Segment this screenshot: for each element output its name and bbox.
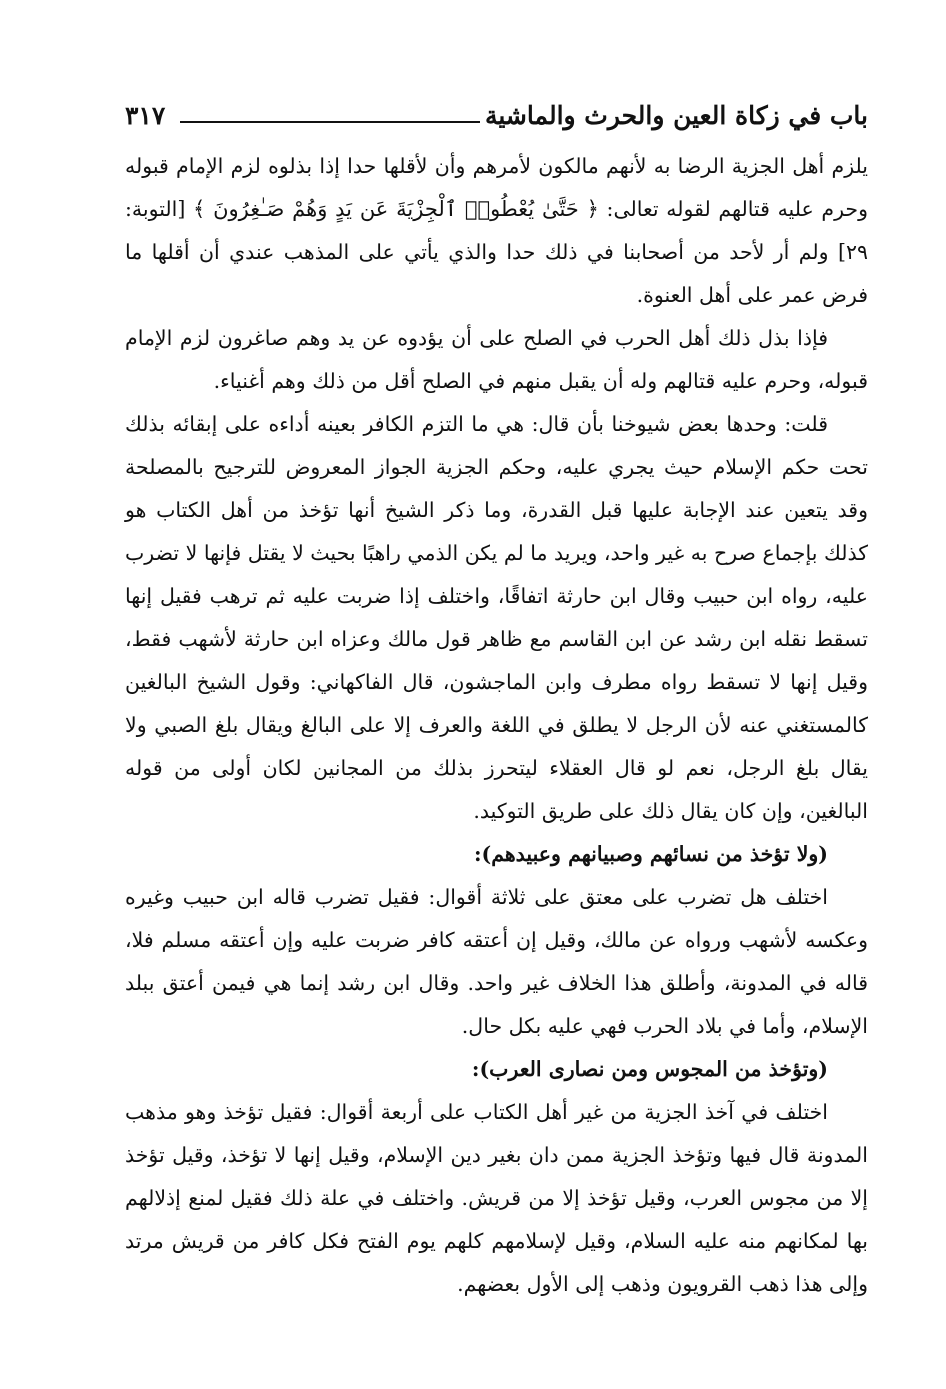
paragraph-4: اختلف هل تضرب على معتق على ثلاثة أقوال: فقيل تضرب قاله ابن حبيب وغيره وعكسه لأشهب ورواه عن مالك، وقيل إن أعتقه كافر ضربت عليه وإن أعتقه مسلم فلا، قاله في المدونة، وأطلق هذا الخلاف غير واحد. وقال ابن رشد إنما هي فيمن أعتق ببلد الإسلام، وأما في بلاد الحرب فهي عليه بكل حال.: [125, 885, 868, 1038]
paragraph-1-text-after: [التوبة: ٢٩] ولم أر لأحد من أصحابنا في ذلك حدا والذي يأتي على المذهب عندي أن أقلها ما فرض عمر على أهل العنوة.: [125, 197, 868, 307]
chapter-title: باب في زكاة العين والحرث والماشية: [484, 101, 868, 130]
paragraph-1-text-before: يلزم أهل الجزية الرضا به لأنهم مالكون لأمرهم وأن لأقلها حدا إذا بذلوه لزم الإمام قبوله وحرم عليه قتالهم لقوله تعالى:: [125, 154, 868, 221]
page-number: ٣١٧: [125, 101, 166, 130]
section-heading-1: (ولا تؤخذ من نسائهم وصبيانهم وعبيدهم):: [473, 842, 828, 866]
paragraph-3: قلت: وحدها بعض شيوخنا بأن قال: هي ما التزم الكافر بعينه أداءه على إبقائه بذلك تحت حكم الإسلام حيث يجري عليه، وحكم الجزية الجواز المعروض للترجيح بالمصلحة وقد يتعين عند الإجابة عليها قبل القدرة، وما ذكر الشيخ أنها تؤخذ من أهل الكتاب هو كذلك بإجماع صرح به غير واحد، ويريد ما لم يكن الذمي راهبًا بحيث لا يقتل فإنها لا تضرب عليه، رواه ابن حبيب وقال ابن حارثة اتفاقًا، واختلف إذا ضربت عليه ثم ترهب فقيل إنها تسقط نقله ابن رشد عن ابن القاسم مع ظاهر قول مالك وعزاه ابن حارثة لأشهب فقط، وقيل إنها لا تسقط رواه مطرف وابن الماجشون، قال الفاكهاني: وقول الشيخ البالغين كالمستغني عنه لأن الرجل لا يطلق في اللغة والعرف إلا على البالغ ويقال بلغ الصبي ولا يقال بلغ الرجل، نعم لو قال العقلاء ليتحرز بذلك من المجانين لكان أولى من قوله البالغين، وإن كان يقال ذلك على طريق التوكيد.: [125, 412, 868, 823]
page-body: [125, 145, 868, 1306]
paragraph-2: فإذا بذل ذلك أهل الحرب في الصلح على أن يؤدوه عن يد وهم صاغرون لزم الإمام قبوله، وحرم عليه قتالهم وله أن يقبل منهم في الصلح أقل من ذلك وهم أغنياء.: [125, 326, 868, 393]
header-rule: [180, 121, 480, 123]
section-heading-2: (وتؤخذ من المجوس ومن نصارى العرب):: [471, 1057, 828, 1081]
paragraph-1: [125, 145, 868, 317]
quran-verse: ﴿ حَتَّىٰ يُعْطُوا۟ ٱلْجِزْيَةَ عَن يَدٍ وَهُمْ صَـٰغِرُونَ ﴾: [192, 197, 599, 221]
paragraph-5: اختلف في آخذ الجزية من غير أهل الكتاب على أربعة أقوال: فقيل تؤخذ وهو مذهب المدونة قال فيها وتؤخذ الجزية ممن دان بغير دين الإسلام، وقيل إنها لا تؤخذ، وقيل تؤخذ إلا من مجوس العرب، وقيل تؤخذ إلا من قريش. واختلف في علة ذلك فقيل لمنع إذلالهم بها لمكانهم منه عليه السلام، وقيل لإسلامهم كلهم يوم الفتح فكل كافر من قريش مرتد وإلى هذا ذهب القرويون وذهب إلى الأول بعضهم.: [125, 1100, 868, 1296]
running-header: [125, 95, 868, 145]
